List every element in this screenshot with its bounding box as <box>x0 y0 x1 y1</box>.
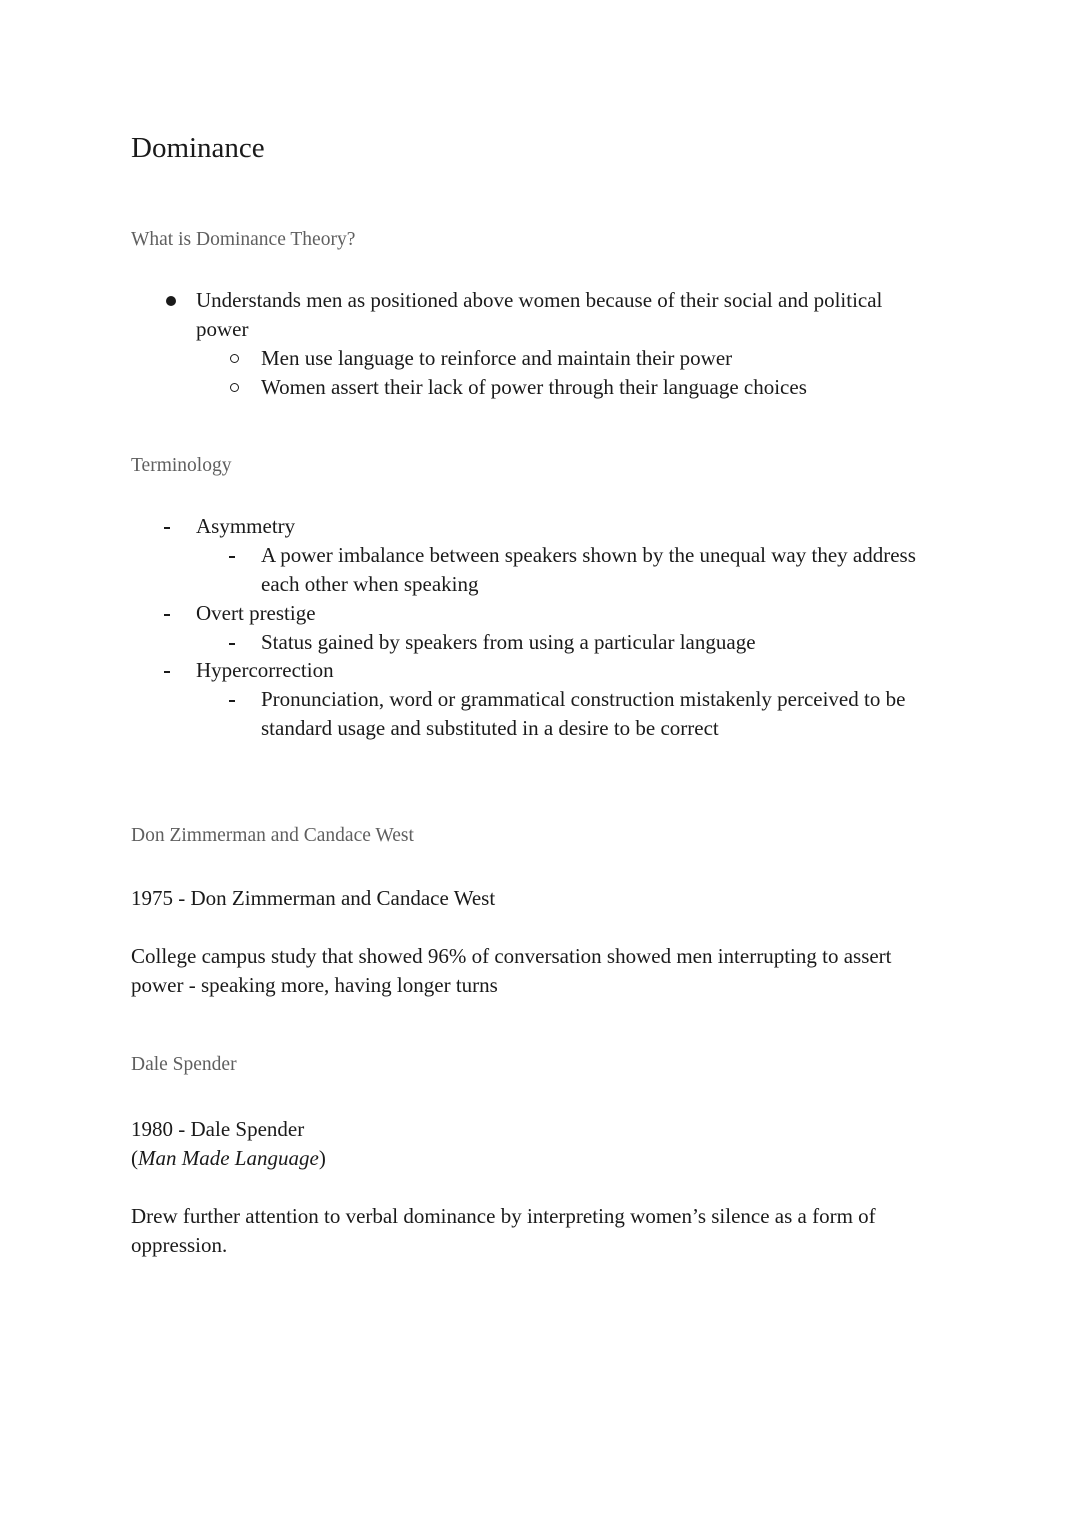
section-heading-what-is: What is Dominance Theory? <box>131 229 356 250</box>
dash-bullet-icon <box>164 671 170 673</box>
summary-line: oppression. <box>131 1233 228 1257</box>
definition-line: Status gained by speakers from using a particular language <box>261 630 756 654</box>
dash-bullet-icon <box>164 614 170 616</box>
sub-bullet-circle-icon <box>230 354 239 363</box>
section-heading-spender: Dale Spender <box>131 1054 237 1075</box>
work-title: Man Made Language <box>138 1146 319 1170</box>
summary-line: College campus study that showed 96% of conversation showed men interrupting to assert <box>131 944 892 968</box>
sub-bullet-circle-icon <box>230 383 239 392</box>
paren-close: ) <box>318 1146 326 1170</box>
bullet-text-line-1: Understands men as positioned above women because of their social and political <box>196 288 883 312</box>
sub-bullet-text: Men use language to reinforce and maintain their power <box>261 346 733 370</box>
term-hypercorrection: Hypercorrection <box>196 658 334 682</box>
dash-bullet-icon <box>229 643 235 645</box>
bullet-dot-icon <box>166 296 176 306</box>
summary-line: Drew further attention to verbal dominance by interpreting women’s silence as a form of <box>131 1204 876 1228</box>
definition-line: Pronunciation, word or grammatical construction mistakenly perceived to be <box>261 687 906 711</box>
page-title: Dominance <box>131 132 265 164</box>
bullet-text-line-2: power <box>196 317 249 341</box>
definition-line: standard usage and substituted in a desire to be correct <box>261 716 719 740</box>
sub-bullet-text: Women assert their lack of power through their language choices <box>261 375 807 399</box>
section-heading-terminology: Terminology <box>131 455 232 476</box>
work-title-line <box>131 1144 326 1173</box>
paren-open: ( <box>131 1146 138 1170</box>
term-asymmetry: Asymmetry <box>196 514 296 538</box>
definition-line: each other when speaking <box>261 572 479 596</box>
dash-bullet-icon <box>229 556 235 558</box>
section-heading-zimmerman-west: Don Zimmerman and Candace West <box>131 825 414 846</box>
dash-bullet-icon <box>229 700 235 702</box>
dash-bullet-icon <box>164 527 170 529</box>
citation-zimmerman-west: 1975 - Don Zimmerman and Candace West <box>131 886 496 910</box>
summary-line: power - speaking more, having longer turns <box>131 973 498 997</box>
definition-line: A power imbalance between speakers shown by the unequal way they address <box>261 543 916 567</box>
term-overt-prestige: Overt prestige <box>196 601 316 625</box>
citation-spender: 1980 - Dale Spender <box>131 1117 305 1141</box>
